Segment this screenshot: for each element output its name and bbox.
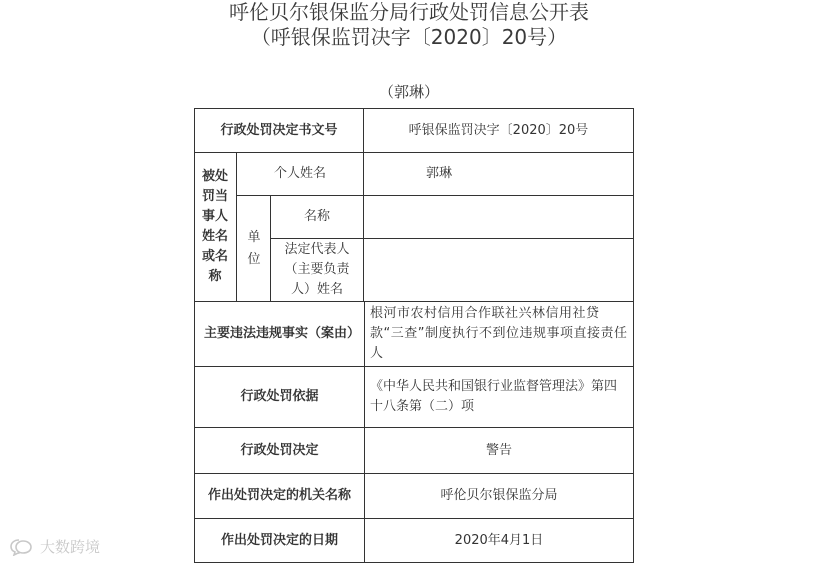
- date-label: 作出处罚决定的日期: [220, 532, 338, 548]
- individual-name-value: 郭琳: [425, 166, 452, 181]
- date-value: 2020年4月1日: [454, 532, 544, 548]
- basis-value: 《中华人民共和国银行业监督管理法》第四十八条第（二）项: [370, 379, 618, 414]
- watermark-text: 大数跨境: [40, 538, 101, 556]
- unit-label: 单位: [247, 229, 261, 267]
- party-label: 被处罚当事人姓名或名称: [201, 169, 228, 284]
- authority-label: 作出处罚决定的机关名称: [207, 488, 351, 503]
- table-border: [633, 108, 634, 563]
- facts-value: 根河市农村信用合作联社兴林信用社贷款“三查”制度执行不到位违规事项直接责任人: [370, 306, 628, 361]
- authority-value: 呼伦贝尔银保监分局: [440, 488, 558, 503]
- unit-name-value: [364, 196, 633, 238]
- individual-name-label: 个人姓名: [273, 166, 326, 181]
- unit-name-label: 名称: [303, 209, 330, 224]
- doc-number-value: 呼银保监罚决字〔2020〕20号: [408, 122, 589, 138]
- decision-label: 行政处罚决定: [240, 442, 319, 458]
- doc-number-label: 行政处罚决定书文号: [220, 122, 338, 138]
- chat-bubble-logo-icon: [10, 538, 36, 556]
- subject-name: （郭琳）: [378, 83, 439, 101]
- decision-value: 警告: [485, 442, 512, 458]
- facts-label: 主要违法违规事实（案由）: [204, 326, 361, 341]
- document-number-heading: （呼银保监罚决字〔2020〕20号）: [250, 25, 568, 49]
- watermark: [10, 537, 100, 557]
- page-title: 呼伦贝尔银保监分局行政处罚信息公开表: [229, 0, 589, 24]
- legal-rep-value: [364, 239, 633, 301]
- basis-label: 行政处罚依据: [240, 389, 319, 404]
- legal-rep-label: 法定代表人（主要负责人）姓名: [284, 242, 350, 297]
